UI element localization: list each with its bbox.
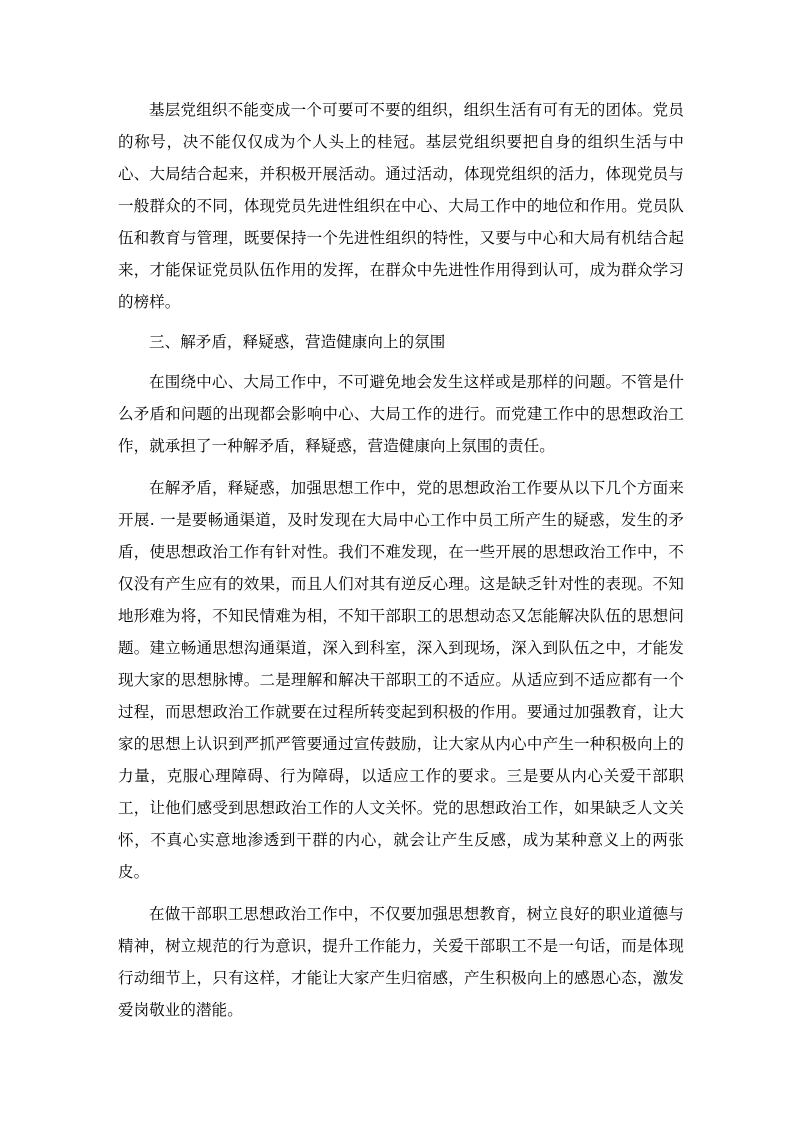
body-paragraph-1: 基层党组织不能变成一个可要可不要的组织，组织生活有可有无的团体。党员的称号，决不能仅仅成为个人头上的桂冠。基层党组织要把自身的组织生活与中心、大局结合起来，并积极开展活动。通过活动，体现党组织的活力，体现党员与一般群众的不同，体现党员先进性组织在中心、大局工作中的地位和作用。党员队伍和教育与管理，既要保持一个先进性组织的特性，又要与中心和大局有机结合起来，才能保证党员队伍作用的发挥，在群众中先进性作用得到认可，成为群众学习的榜样。 (118, 101, 684, 311)
body-paragraph-4: 在做干部职工思想政治工作中，不仅要加强思想教育，树立良好的职业道德与精神，树立规范的行为意识，提升工作能力，关爱干部职工不是一句话，而是体现行动细节上，只有这样，才能让大家产生归宿感，产生积极向上的感恩心态，激发爱岗敬业的潜能。 (118, 905, 684, 1019)
body-paragraph-2: 在围绕中心、大局工作中，不可避免地会发生这样或是那样的问题。不管是什么矛盾和问题的出现都会影响中心、大局工作的进行。而党建工作中的思想政治工作，就承担了一种解矛盾，释疑惑，营造健康向上氛围的责任。 (118, 373, 684, 455)
document-page (118, 94, 684, 1026)
body-paragraph-3: 在解矛盾，释疑惑，加强思想工作中，党的思想政治工作要从以下几个方面来开展. 一是要畅通渠道，及时发现在大局中心工作中员工所产生的疑惑，发生的矛盾，使思想政治工作有针对性。我们不难发现，在一些开展的思想政治工作中，不仅没有产生应有的效果，而且人们对其有逆反心理。这是缺乏针对性的表现。不知地形难为将，不知民情难为相，不知干部职工的思想动态又怎能解决队伍的思想问题。建立畅通思想沟通渠道，深入到科室，深入到现场，深入到队伍之中，才能发现大家的思想脉博。二是理解和解决干部职工的不适应。从适应到不适应都有一个过程，而思想政治工作就要在过程所转变起到积极的作用。要通过加强教育，让大家的思想上认识到严抓严管要通过宣传鼓励，让大家从内心中产生一种积极向上的力量，克服心理障碍、行为障碍，以适应工作的要求。三是要从内心关爱干部职工，让他们感受到思想政治工作的人文关怀。党的思想政治工作，如果缺乏人文关怀，不真心实意地渗透到干群的内心，就会让产生反感，成为某种意义上的两张皮。 (118, 479, 684, 881)
section-heading: 三、解矛盾，释疑惑，营造健康向上的氛围 (149, 333, 446, 351)
